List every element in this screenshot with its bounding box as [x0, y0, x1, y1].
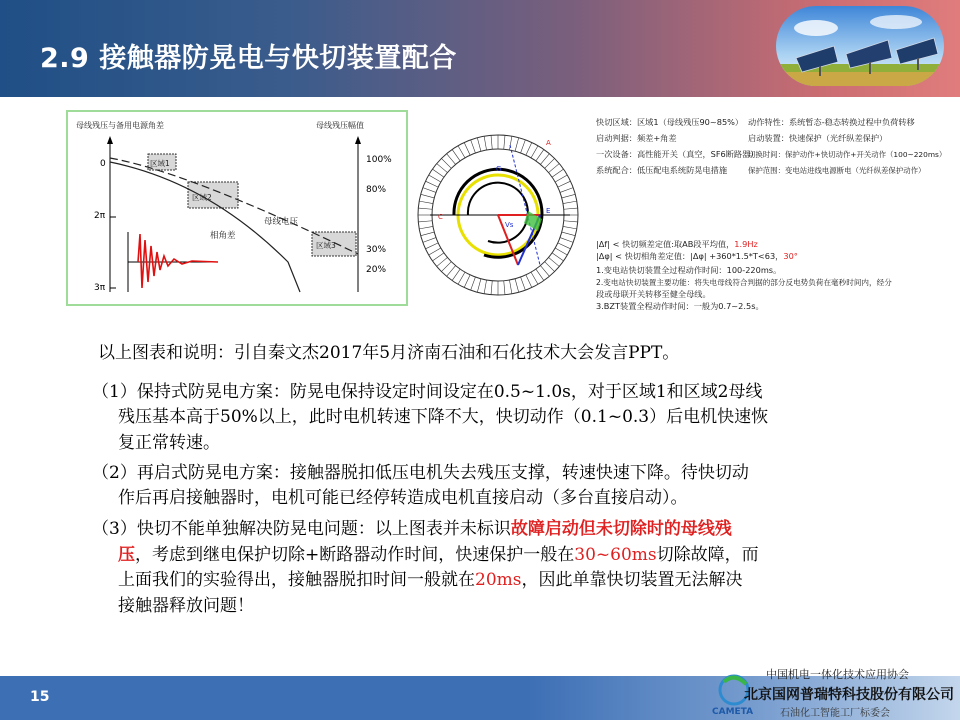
svg-text:A: A	[546, 139, 551, 147]
svg-text:CAMETA: CAMETA	[712, 707, 754, 717]
note-3: 段或母联开关转移至健全母线。	[596, 289, 711, 299]
p1-line3: 复正常转速。	[118, 433, 220, 453]
p2-line1: （2）再启式防晃电方案：接触器脱扣低压电机失去残压支撑，转速快速下降。待快切动	[92, 463, 749, 483]
panel-row-3a: 一次设备：高性能开关（真空，SF6断路器）	[596, 149, 759, 159]
svg-text:C: C	[438, 213, 443, 221]
p3-line2: 压，考虑到继电保护切除+断路器动作时间，快速保护一般在30~60ms切除故障，而	[118, 545, 759, 565]
panel-row-4a: 系统配合：低压配电系统防晃电措施	[596, 165, 728, 175]
tick-80: 80%	[366, 185, 387, 195]
region3-label: 区域3	[316, 241, 336, 250]
intro-text: 以上图表和说明：引自秦文杰2017年5月济南石油和石化技术大会发言PPT。	[98, 343, 680, 363]
formula-freq: |Δf| < 快切频差定值:取AB段平均值，1.9Hz	[596, 239, 758, 249]
panel-row-1b: 动作特性：系统暂态-稳态转换过程中负荷转移	[748, 117, 915, 127]
p3-line4: 接触器释放问题！	[118, 596, 254, 616]
curve-voltage-label: 母线电压	[264, 217, 299, 227]
y-left-label: 母线残压与备用电源角差	[76, 121, 164, 130]
note-4: 3.BZT装置全程动作时间：一般为0.7~2.5s。	[596, 301, 764, 311]
org-committee: 石油化工智能工厂标委会	[780, 708, 890, 719]
p3-line1: （3）快切不能单独解决防晃电问题：以上图表并未标识故障启动但未切除时的母线残	[92, 519, 732, 539]
region1-label: 区域1	[150, 159, 170, 168]
residual-voltage-chart	[66, 110, 408, 306]
formula-phase: |Δφ| < 快切相角差定值：|Δφ| +360*1.5*T<63，30°	[596, 251, 798, 261]
slide-title: 2.9 接触器防晃电与快切装置配合	[40, 43, 457, 74]
oscillation-waveform	[138, 234, 218, 288]
page-number: 15	[30, 689, 50, 705]
p2-line2: 作后再启接触器时，电机可能已经停转造成电机直接启动（多台直接启动）。	[118, 488, 688, 508]
panel-row-2b: 启动装置：快速保护（光纤纵差保护）	[748, 133, 888, 143]
note-2: 2.变电站快切装置主要功能：将失电母线符合判据的部分反电势负荷在毫秒时间内，经分	[596, 278, 892, 287]
fast-switch-panel	[410, 115, 947, 311]
panel-row-2a: 启动判据：频差+角差	[596, 133, 677, 143]
panel-row-3b: 切换时间：保护动作+快切动作+开关动作（100~220ms）	[748, 150, 947, 159]
svg-text:E: E	[546, 207, 551, 215]
panel-row-1a: 快切区域：区域1（母线残压90~85%）	[596, 117, 744, 127]
org-company: 北京国网普瑞特科技股份有限公司	[744, 687, 954, 703]
tick-3pi: 3π	[94, 283, 106, 293]
tick-2pi: 2π	[94, 211, 106, 221]
p1-line1: （1）保持式防晃电方案：防晃电保持设定时间设定在0.5~1.0s，对于区域1和区域2母线	[92, 382, 763, 402]
solar-panel-photo	[776, 6, 944, 86]
tick-100: 100%	[366, 155, 392, 165]
svg-text:G: G	[496, 165, 502, 173]
panel-row-4b: 保护范围：变电站进线电源断电（光纤纵差保护动作）	[748, 166, 926, 175]
p1-line2: 残压基本高于50%以上，此时电机转速下降不大，快切动作（0.1~0.3）后电机快速恢	[118, 407, 769, 427]
org-association: 中国机电一体化技术应用协会	[766, 668, 909, 681]
tick-20: 20%	[366, 265, 387, 275]
region2-label: 区域2	[192, 193, 212, 202]
svg-text:Vs: Vs	[505, 221, 514, 229]
curve-phase-label: 相角差	[210, 231, 236, 241]
y-right-label: 母线残压幅值	[316, 121, 364, 130]
tick-0: 0	[100, 159, 106, 169]
p3-line3: 上面我们的实验得出，接触器脱扣时间一般就在20ms，因此单靠快切装置无法解决	[118, 570, 743, 590]
note-1: 1.变电站快切装置全过程动作时间：100-220ms。	[596, 265, 782, 275]
tick-30: 30%	[366, 245, 387, 255]
